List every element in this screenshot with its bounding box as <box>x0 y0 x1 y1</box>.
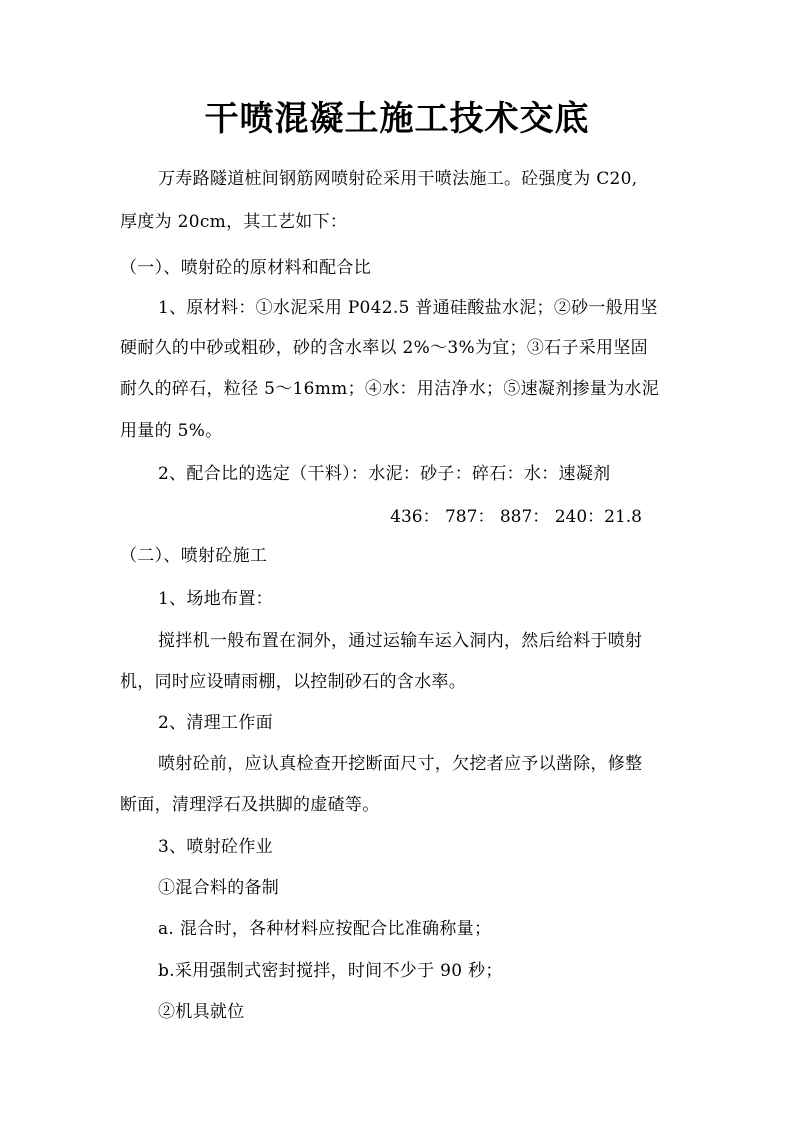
equipment-heading: ②机具就位 <box>158 1002 245 1022</box>
mix-ratio-line: 2、配合比的选定（干料）：水泥：砂子：碎石：水：速凝剂 <box>158 464 611 484</box>
raw-materials-line-1: 1、原材料：①水泥采用 P042.5 普通硅酸盐水泥；②砂一般用坚 <box>158 298 658 318</box>
mixture-prep-item-b: b.采用强制式密封搅拌，时间不少于 90 秒； <box>158 961 503 981</box>
clean-surface-heading: 2、清理工作面 <box>158 713 273 733</box>
site-layout-heading: 1、场地布置： <box>158 589 273 609</box>
spraying-heading: 3、喷射砼作业 <box>158 837 273 857</box>
document-title: 干喷混凝土施工技术交底 <box>204 99 590 139</box>
section-heading-2: （二）、喷射砼施工 <box>120 546 268 566</box>
paragraph-intro-line-1: 万寿路隧道桩间钢筋网喷射砼采用干喷法施工。砼强度为 C20, <box>158 169 638 189</box>
mixture-prep-item-a: a. 混合时，各种材料应按配合比准确称量； <box>158 919 492 939</box>
section-heading-1: （一）、喷射砼的原材料和配合比 <box>120 258 371 278</box>
mix-ratio-values: 436： 787： 887： 240：21.8 <box>390 507 642 527</box>
raw-materials-line-4: 用量的 5%。 <box>120 421 223 441</box>
raw-materials-line-2: 硬耐久的中砂或粗砂，砂的含水率以 2%～3%为宜；③石子采用坚固 <box>120 338 648 358</box>
site-layout-line-1: 搅拌机一般布置在洞外，通过运输车运入洞内，然后给料于喷射 <box>158 631 643 651</box>
mixture-prep-heading: ①混合料的备制 <box>158 878 280 898</box>
raw-materials-line-3: 耐久的碎石，粒径 5～16mm；④水：用洁净水；⑤速凝剂掺量为水泥 <box>120 379 659 399</box>
site-layout-line-2: 机，同时应设晴雨棚，以控制砂石的含水率。 <box>120 672 466 692</box>
paragraph-intro-line-2: 厚度为 20cm，其工艺如下： <box>120 212 348 232</box>
clean-surface-line-2: 断面，清理浮石及拱脚的虚碴等。 <box>120 795 380 815</box>
clean-surface-line-1: 喷射砼前，应认真检查开挖断面尺寸，欠挖者应予以凿除，修整 <box>158 754 643 774</box>
